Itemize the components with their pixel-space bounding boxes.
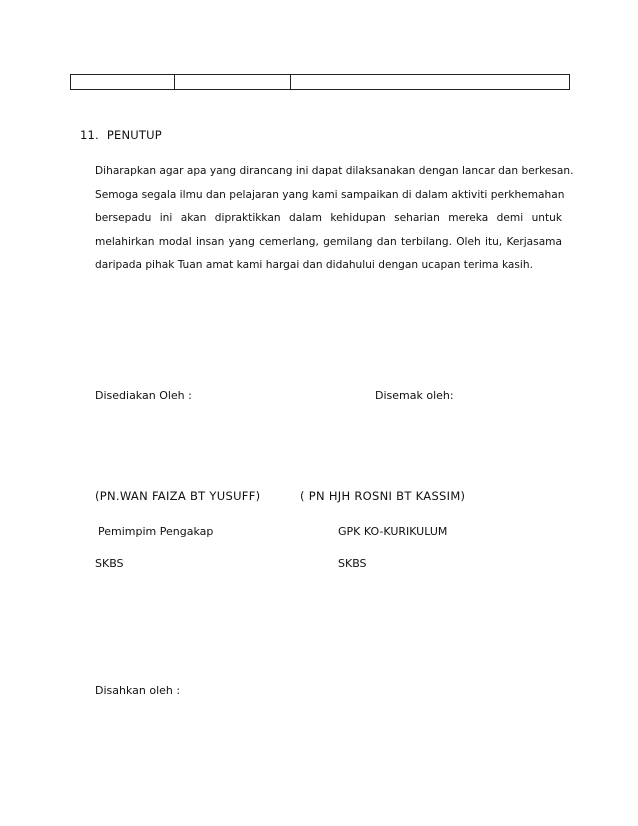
prepared-by-label: Disediakan Oleh : <box>95 389 192 402</box>
paragraph-line: Diharapkan agar apa yang dirancang ini dapat dilaksanakan dengan lancar dan berkesan. <box>95 165 574 177</box>
closing-paragraph <box>95 160 574 278</box>
table-cell <box>175 75 291 89</box>
table-cell <box>291 75 569 89</box>
paragraph-line: Semoga segala ilmu dan pelajaran yang kami sampaikan di dalam aktiviti perkhemahan <box>95 188 565 201</box>
section-title: PENUTUP <box>106 128 162 142</box>
reviewed-by-school: SKBS <box>338 557 367 570</box>
table-cell <box>71 75 175 89</box>
paragraph-line: daripada pihak Tuan amat kami hargai dan didahului dengan ucapan terima kasih. <box>95 259 533 272</box>
table-fragment <box>70 74 570 90</box>
reviewed-by-name: ( PN HJH ROSNI BT KASSIM) <box>300 489 466 503</box>
approved-by-label: Disahkan oleh : <box>95 684 181 697</box>
paragraph-line: melahirkan modal insan yang cemerlang, gemilang dan terbilang. Oleh itu, Kerjasama <box>95 235 562 248</box>
prepared-by-name: (PN.WAN FAIZA BT YUSUFF) <box>95 489 261 503</box>
prepared-by-title: Pemimpim Pengakap <box>98 525 214 538</box>
prepared-by-school: SKBS <box>95 557 124 570</box>
section-number: 11. <box>80 128 99 142</box>
reviewed-by-label: Disemak oleh: <box>375 389 454 402</box>
paragraph-line: bersepadu ini akan dipraktikkan dalam kehidupan seharian mereka demi untuk <box>95 212 562 225</box>
reviewed-by-title: GPK KO-KURIKULUM <box>338 525 448 538</box>
section-heading <box>80 128 162 142</box>
